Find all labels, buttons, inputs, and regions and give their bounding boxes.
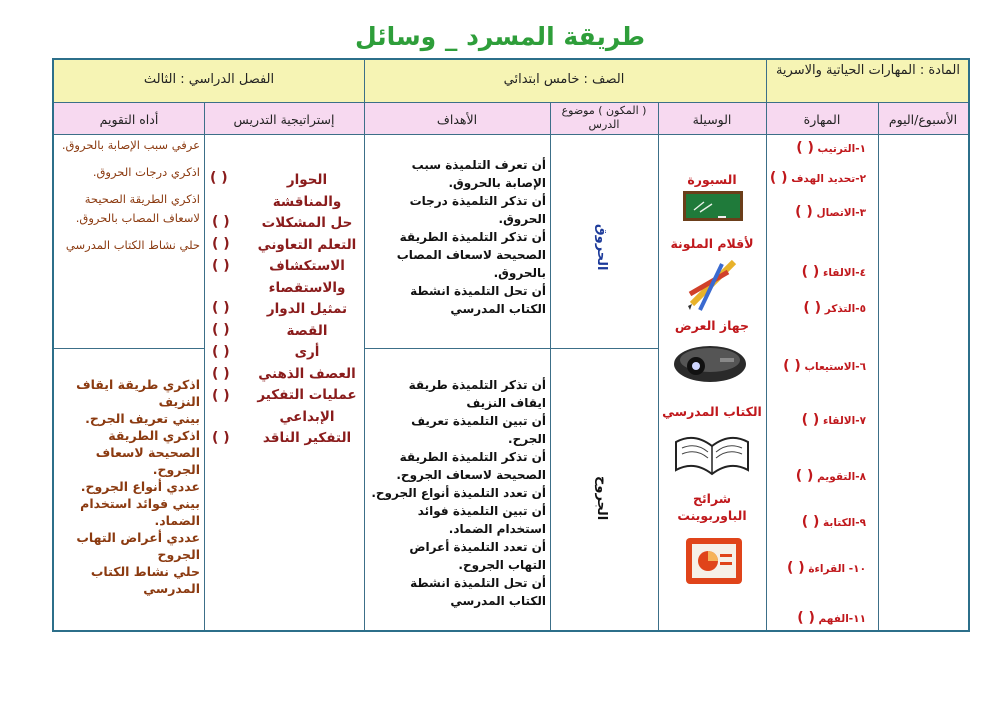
assessment-burns	[60, 136, 200, 255]
assessment-item: حلي نشاط الكتاب المدرسي	[90, 564, 200, 596]
strategy-item: والاستقصاء	[268, 279, 346, 296]
assessment-item: بيني فوائد استخدام الضماد.	[80, 496, 200, 528]
objective-item: أن تبين التلميذة تعريف الجرح.	[411, 414, 546, 446]
col-media: الوسيلة	[692, 112, 732, 127]
media-label: جهاز العرض	[674, 318, 750, 333]
divider	[54, 102, 968, 103]
objective-item: أن تحل التلميذة انشطة الكتاب المدرسي	[410, 284, 546, 316]
assessment-item: عددي أعراض التهاب الجروح	[76, 530, 200, 562]
lesson-plan-table	[52, 58, 970, 632]
strategy-item: الاستكشاف	[269, 258, 345, 274]
skill-item: ٦-الاستيعاب ( )	[783, 358, 866, 374]
media-label: السبورة	[687, 172, 737, 187]
assessment-item: عددي أنواع الجروح.	[80, 479, 200, 494]
strategy-checkbox: ( )	[212, 366, 230, 382]
objective-item: أن تعدد التلميذة أعراض التهاب الجروح.	[409, 540, 546, 572]
objective-item: أن تعرف التلميذة سبب الإصابة بالحروق.	[411, 158, 546, 190]
strategy-item: القصة	[286, 322, 328, 339]
skill-item: ١١-الفهم ( )	[797, 610, 866, 626]
colored-pencils-icon	[682, 254, 744, 314]
assessment-item: اذكري درجات الحروق.	[92, 165, 200, 179]
skill-item: ٤-الالقاء ( )	[801, 264, 866, 280]
col-component: ( المكون ) موضوع الدرس	[561, 104, 647, 131]
strategy-checkbox: ( )	[212, 214, 230, 230]
skill-item: ٨-التقويم ( )	[795, 468, 866, 484]
component-burns: الحروق	[594, 223, 609, 270]
strategy-item: عمليات التفكير	[257, 387, 357, 403]
strategy-checkbox: ( )	[212, 236, 230, 252]
strategy-item: والمناقشة	[272, 193, 342, 210]
strategy-item: الحوار	[286, 172, 328, 188]
objective-item: أن تحل التلميذة انشطة الكتاب المدرسي	[410, 576, 546, 608]
blackboard-icon	[682, 190, 744, 224]
col-strategy: إستراتيجية التدريس	[233, 112, 335, 127]
divider	[550, 102, 551, 630]
assessment-item: عرفي سبب الإصابة بالحروق.	[61, 138, 200, 152]
col-assessment: أداه التقويم	[99, 112, 159, 127]
assessment-item: اذكري طريقة ايقاف النزيف	[76, 377, 200, 409]
objective-item: أن تذكر التلميذة الطريقة الصحيحة لاسعاف الجروح.	[396, 450, 546, 482]
strategy-item: الإبداعي	[279, 408, 335, 425]
projector-icon	[670, 338, 750, 386]
objective-item: أن تذكر التلميذة درجات الحروق.	[409, 194, 546, 226]
divider	[54, 348, 204, 349]
media-label: الكتاب المدرسي	[662, 404, 762, 419]
page-title: طريقة المسرد _ وسائل	[354, 22, 645, 51]
objectives-burns	[370, 156, 546, 318]
strategy-checkbox: ( )	[212, 300, 230, 316]
col-objectives: الأهداف	[436, 112, 478, 127]
assessment-item: بيني تعريف الجرح.	[85, 411, 200, 426]
divider	[54, 134, 968, 135]
strategy-item: حل المشكلات	[261, 215, 353, 231]
objective-item: أن تعدد التلميذة أنواع الجروح.	[371, 486, 546, 500]
assessment-item: اذكري الطريقة الصحيحة لاسعاف المصاب بالحروق.	[75, 192, 200, 225]
assessment-item: اذكري الطريقة الصحيحة لاسعاف الجروح.	[95, 428, 200, 477]
col-week-day: الأسبوع/اليوم	[888, 112, 958, 127]
strategy-item: التفكير الناقد	[262, 430, 352, 446]
skill-item: ٥-التذكر ( )	[803, 300, 866, 316]
strategy-checkbox: ( )	[212, 430, 230, 446]
divider	[364, 60, 365, 630]
skill-item: ٣-الاتصال ( )	[795, 204, 866, 220]
strategy-checkbox: ( )	[212, 322, 230, 338]
strategy-item: التعلم التعاوني	[257, 236, 357, 253]
book-icon	[672, 422, 752, 482]
objective-item: أن تذكر التلميذة الطريقة الصحيحة لاسعاف المصاب بالحروق.	[396, 230, 546, 280]
objective-item: أن تبين التلميذة فوائد استخدام الضماد.	[417, 504, 546, 536]
media-label: شرائح الباوربوينت	[677, 491, 747, 523]
divider	[766, 60, 767, 630]
strategy-item: أرى	[294, 344, 320, 360]
strategy-checkbox: ( )	[212, 388, 230, 404]
strategy-checkbox: ( )	[212, 344, 230, 360]
strategies-list	[254, 170, 360, 450]
skill-item: ٩-الكتابة ( )	[801, 514, 866, 530]
skill-item: ٢-تحديد الهدف ( )	[769, 170, 866, 186]
skill-item: ١-الترتيب ( )	[796, 140, 866, 156]
strategy-item: تمثيل الدوار	[266, 301, 348, 317]
grade-label: الصف : خامس ابتدائي	[503, 72, 625, 87]
subject-label: المادة : المهارات الحياتية والاسرية	[775, 63, 960, 78]
semester-label: الفصل الدراسي : الثالث	[143, 72, 275, 87]
media-label: لأقلام الملونة	[670, 236, 754, 251]
strategy-checkbox: ( )	[210, 170, 228, 186]
component-wounds: الجروح	[594, 475, 609, 520]
col-skill: المهارة	[803, 112, 841, 127]
assessment-item: حلي نشاط الكتاب المدرسي	[65, 238, 200, 252]
strategy-item: العصف الذهني	[258, 365, 356, 382]
powerpoint-icon	[684, 534, 744, 588]
divider	[364, 348, 658, 349]
strategy-checkbox: ( )	[212, 258, 230, 274]
objective-item: أن تذكر التلميذة طريقة ايقاف النزيف	[408, 378, 546, 410]
assessment-wounds	[60, 376, 200, 597]
skill-item: ١٠- القراءة ( )	[787, 560, 866, 576]
objectives-wounds	[370, 376, 546, 610]
divider	[204, 102, 205, 630]
divider	[878, 102, 879, 630]
skill-item: ٧-الالقاء ( )	[801, 412, 866, 428]
